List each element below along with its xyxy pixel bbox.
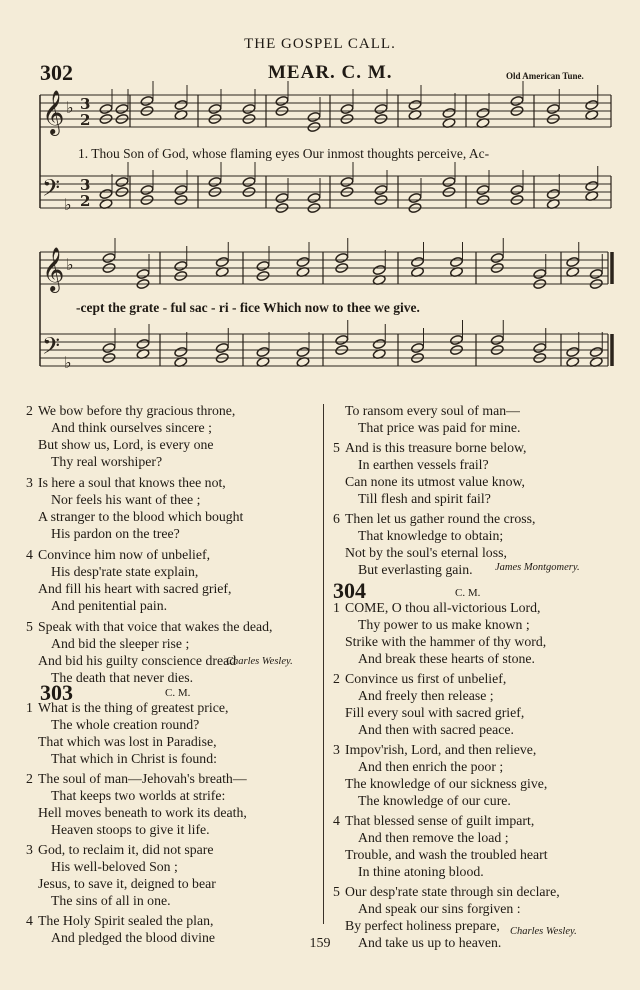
stanza-line: But everlasting gain.	[358, 562, 473, 577]
stanza-line: And bid the sleeper rise ;	[51, 636, 190, 651]
note-head	[99, 188, 113, 199]
bass-clef-icon: 𝄢	[42, 332, 61, 365]
note-head	[174, 184, 188, 195]
stanza-line: Convince him now of unbelief,	[38, 547, 211, 562]
stanza-number: 4	[26, 547, 33, 562]
stanza-line: The sins of all in one.	[51, 893, 171, 908]
stanza-line: And then remove the load ;	[358, 830, 509, 845]
stanza-number: 5	[333, 884, 340, 899]
stanza-line: Thy real worshiper?	[51, 454, 163, 469]
hymn-303-meter: C. M.	[165, 687, 191, 699]
stanza	[333, 670, 560, 738]
stanza-line: That keeps two worlds at strife:	[51, 788, 226, 803]
stanza-line: Hell moves beneath to work its death,	[38, 805, 247, 820]
note-head	[136, 338, 150, 349]
stanza-line: That price was paid for mine.	[358, 420, 521, 435]
hymn-302-composer: Old American Tune.	[506, 71, 584, 81]
note-head	[490, 252, 504, 263]
note-head	[408, 99, 422, 110]
stanza-line: Then let us gather round the cross,	[345, 511, 536, 526]
page-header: THE GOSPEL CALL.	[244, 36, 396, 52]
stanza-line: The whole creation round?	[51, 717, 200, 732]
stanza	[26, 474, 272, 542]
key-flat-icon: ♭	[66, 255, 74, 274]
stanza-number: 6	[333, 511, 340, 526]
time-signature-bottom: 2	[80, 111, 91, 129]
stanza	[333, 741, 560, 809]
stanza-line: We bow before thy gracious throne,	[38, 403, 236, 418]
note-head	[99, 103, 113, 114]
note-head	[208, 103, 222, 114]
note-head	[450, 256, 464, 267]
stanza-line: That which in Christ is found:	[51, 751, 217, 766]
stanza	[345, 402, 535, 436]
music-score	[0, 0, 640, 400]
stanza-line: And take us up to heaven.	[358, 935, 502, 950]
stanza-line: The death that never dies.	[51, 670, 194, 685]
note-head	[242, 103, 256, 114]
note-head	[585, 99, 599, 110]
note-head	[372, 264, 386, 275]
stanza-line: A stranger to the blood which bought	[38, 509, 244, 524]
stanza	[26, 618, 273, 686]
stanza	[333, 599, 560, 667]
stanza-number: 5	[333, 440, 340, 455]
stanza-line: Thy power to us make known ;	[358, 617, 530, 632]
note-head	[585, 180, 599, 191]
stanza-line: And break these hearts of stone.	[358, 651, 536, 666]
stanza-line: Speak with that voice that wakes the dead,	[38, 619, 273, 634]
note-head	[589, 268, 603, 279]
stanza	[26, 546, 272, 614]
note-head	[307, 192, 321, 203]
note-head	[411, 256, 425, 267]
stanza-line: That knowledge to obtain;	[358, 528, 504, 543]
hymn-304-stanzas	[333, 599, 560, 951]
stanza-number: 1	[26, 700, 33, 715]
stanza-line: Our desp'rate state through sin declare,	[345, 884, 560, 899]
stanza-line: Impov'rish, Lord, and then relieve,	[345, 742, 537, 757]
bass-clef-icon: 𝄢	[42, 174, 61, 207]
stanza-line: The knowledge of our sickness give,	[345, 776, 548, 791]
note-head	[242, 176, 256, 187]
stanza-line: And speak our sins forgiven :	[358, 901, 521, 916]
key-flat-icon: ♭	[64, 195, 72, 214]
hymn-303-continued	[333, 402, 536, 578]
note-head	[490, 334, 504, 345]
column-divider	[323, 404, 324, 924]
key-flat-icon: ♭	[64, 353, 72, 372]
stanza-line: The knowledge of our cure.	[358, 793, 511, 808]
stanza-line: The soul of man—Jehovah's breath—	[38, 771, 247, 786]
stanza-line: And fill his heart with sacred grief,	[38, 581, 232, 596]
stanza	[26, 841, 247, 909]
note-head	[340, 176, 354, 187]
note-head	[372, 338, 386, 349]
note-head	[533, 268, 547, 279]
stanza-number: 4	[26, 913, 33, 928]
note-head	[589, 346, 603, 357]
stanza-line: Is here a soul that knows thee not,	[38, 475, 226, 490]
stanza-number: 2	[26, 403, 33, 418]
stanza-number: 1	[333, 600, 340, 615]
note-head	[296, 346, 310, 357]
stanza-line: COME, O thou all-victorious Lord,	[345, 600, 541, 615]
stanza-line: And penitential pain.	[51, 598, 168, 613]
note-head	[215, 342, 229, 353]
note-head	[411, 342, 425, 353]
note-head	[408, 192, 422, 203]
stanza-line: Till flesh and spirit fail?	[358, 491, 491, 506]
stanza-number: 4	[333, 813, 340, 828]
stanza	[333, 439, 535, 507]
stanza-line: Fill every soul with sacred grief,	[345, 705, 525, 720]
key-flat-icon: ♭	[66, 98, 74, 117]
note-head	[476, 107, 490, 118]
stanza-line: By perfect holiness prepare,	[345, 918, 500, 933]
time-signature-top: 3	[80, 176, 91, 194]
note-head	[140, 184, 154, 195]
note-head	[275, 95, 289, 106]
stanza-number: 3	[26, 842, 33, 857]
hymn-302-lyric-line-2: -cept the grate - ful sac - ri - fice Which now to thee we give.	[76, 300, 420, 315]
stanza-line: His desp'rate state explain,	[51, 564, 199, 579]
stanza-line: And pledged the blood divine	[51, 930, 215, 945]
hymn-302-lyric-line-1: 1. Thou Son of God, whose flaming eyes Our inmost thoughts perceive, Ac-	[78, 146, 490, 161]
stanza-line: And then enrich the poor ;	[358, 759, 504, 774]
stanza-line: In earthen vessels frail?	[358, 457, 489, 472]
note-head	[442, 176, 456, 187]
stanza-line: That blessed sense of guilt impart,	[345, 813, 535, 828]
note-head	[374, 103, 388, 114]
stanza-line: His pardon on the tree?	[51, 526, 180, 541]
note-head	[296, 256, 310, 267]
time-signature-top: 3	[80, 95, 91, 113]
treble-clef-icon: 𝄞	[42, 247, 65, 291]
stanza	[26, 402, 272, 470]
hymn-303-author: James Montgomery.	[495, 562, 580, 573]
note-head	[566, 256, 580, 267]
note-head	[174, 99, 188, 110]
hymn-302-stanzas	[26, 402, 273, 686]
treble-clef-icon: 𝄞	[42, 90, 65, 134]
note-head	[546, 188, 560, 199]
stanza-number: 3	[333, 742, 340, 757]
stanza-line: God, to reclaim it, did not spare	[38, 842, 214, 857]
note-head	[335, 252, 349, 263]
note-head	[442, 107, 456, 118]
hymn-303-number: 303	[40, 680, 73, 705]
note-head	[510, 95, 524, 106]
hymn-304-number: 304	[333, 578, 366, 603]
stanza-line: What is the thing of greatest price,	[38, 700, 229, 715]
stanza-line: His well-beloved Son ;	[51, 859, 178, 874]
stanza-line: That which was lost in Paradise,	[38, 734, 217, 749]
note-head	[340, 103, 354, 114]
stanza-line: Jesus, to save it, deigned to bear	[38, 876, 216, 891]
hymn-303-stanzas	[26, 699, 247, 946]
stanza-line: Trouble, and wash the troubled heart	[345, 847, 548, 862]
stanza	[26, 699, 247, 767]
note-head	[275, 192, 289, 203]
stanza-line: Not by the soul's eternal loss,	[345, 545, 507, 560]
note-head	[256, 346, 270, 357]
hymn-304-meter: C. M.	[455, 587, 481, 599]
note-head	[374, 184, 388, 195]
note-head	[174, 260, 188, 271]
time-signature-bottom: 2	[80, 192, 91, 210]
hymn-302-number: 302	[40, 60, 73, 85]
page-number: 159	[309, 936, 331, 951]
stanza-number: 2	[333, 671, 340, 686]
stanza-line: Nor feels his want of thee ;	[51, 492, 201, 507]
note-head	[476, 184, 490, 195]
stanza	[333, 812, 560, 880]
note-head	[174, 346, 188, 357]
stanza-line: Convince us first of unbelief,	[345, 671, 507, 686]
note-head	[215, 256, 229, 267]
stanza-line: The Holy Spirit sealed the plan,	[38, 913, 214, 928]
note-head	[115, 103, 129, 114]
stanza-line: And freely then release ;	[358, 688, 494, 703]
note-head	[450, 334, 464, 345]
note-head	[533, 342, 547, 353]
stanza-number: 2	[26, 771, 33, 786]
stanza	[26, 770, 247, 838]
note-head	[256, 260, 270, 271]
stanza-line: Heaven stoops to give it life.	[51, 822, 210, 837]
stanza-line: And is this treasure borne below,	[345, 440, 527, 455]
hymn-304-author: Charles Wesley.	[510, 926, 577, 937]
note-head	[102, 342, 116, 353]
note-head	[208, 176, 222, 187]
note-head	[335, 334, 349, 345]
note-head	[115, 176, 129, 187]
stanza-line: Can none its utmost value know,	[345, 474, 525, 489]
stanza-line: And then with sacred peace.	[358, 722, 514, 737]
stanza-line: But show us, Lord, is every one	[38, 437, 214, 452]
stanza-line: And bid his guilty conscience dread	[38, 653, 237, 668]
note-head	[307, 111, 321, 122]
stanza-number: 3	[26, 475, 33, 490]
stanza-line: To ransom every soul of man—	[345, 403, 520, 418]
hymn-302-author: Charles Wesley.	[226, 656, 293, 667]
note-head	[136, 268, 150, 279]
hymn-302-tune-name: MEAR. C. M.	[268, 62, 393, 83]
note-head	[102, 252, 116, 263]
stanza-line: In thine atoning blood.	[358, 864, 484, 879]
stanza-line: And think ourselves sincere ;	[51, 420, 212, 435]
note-head	[546, 103, 560, 114]
stanza-line: Strike with the hammer of thy word,	[345, 634, 547, 649]
stanza-number: 5	[26, 619, 33, 634]
note-head	[566, 346, 580, 357]
note-head	[510, 184, 524, 195]
note-head	[140, 95, 154, 106]
